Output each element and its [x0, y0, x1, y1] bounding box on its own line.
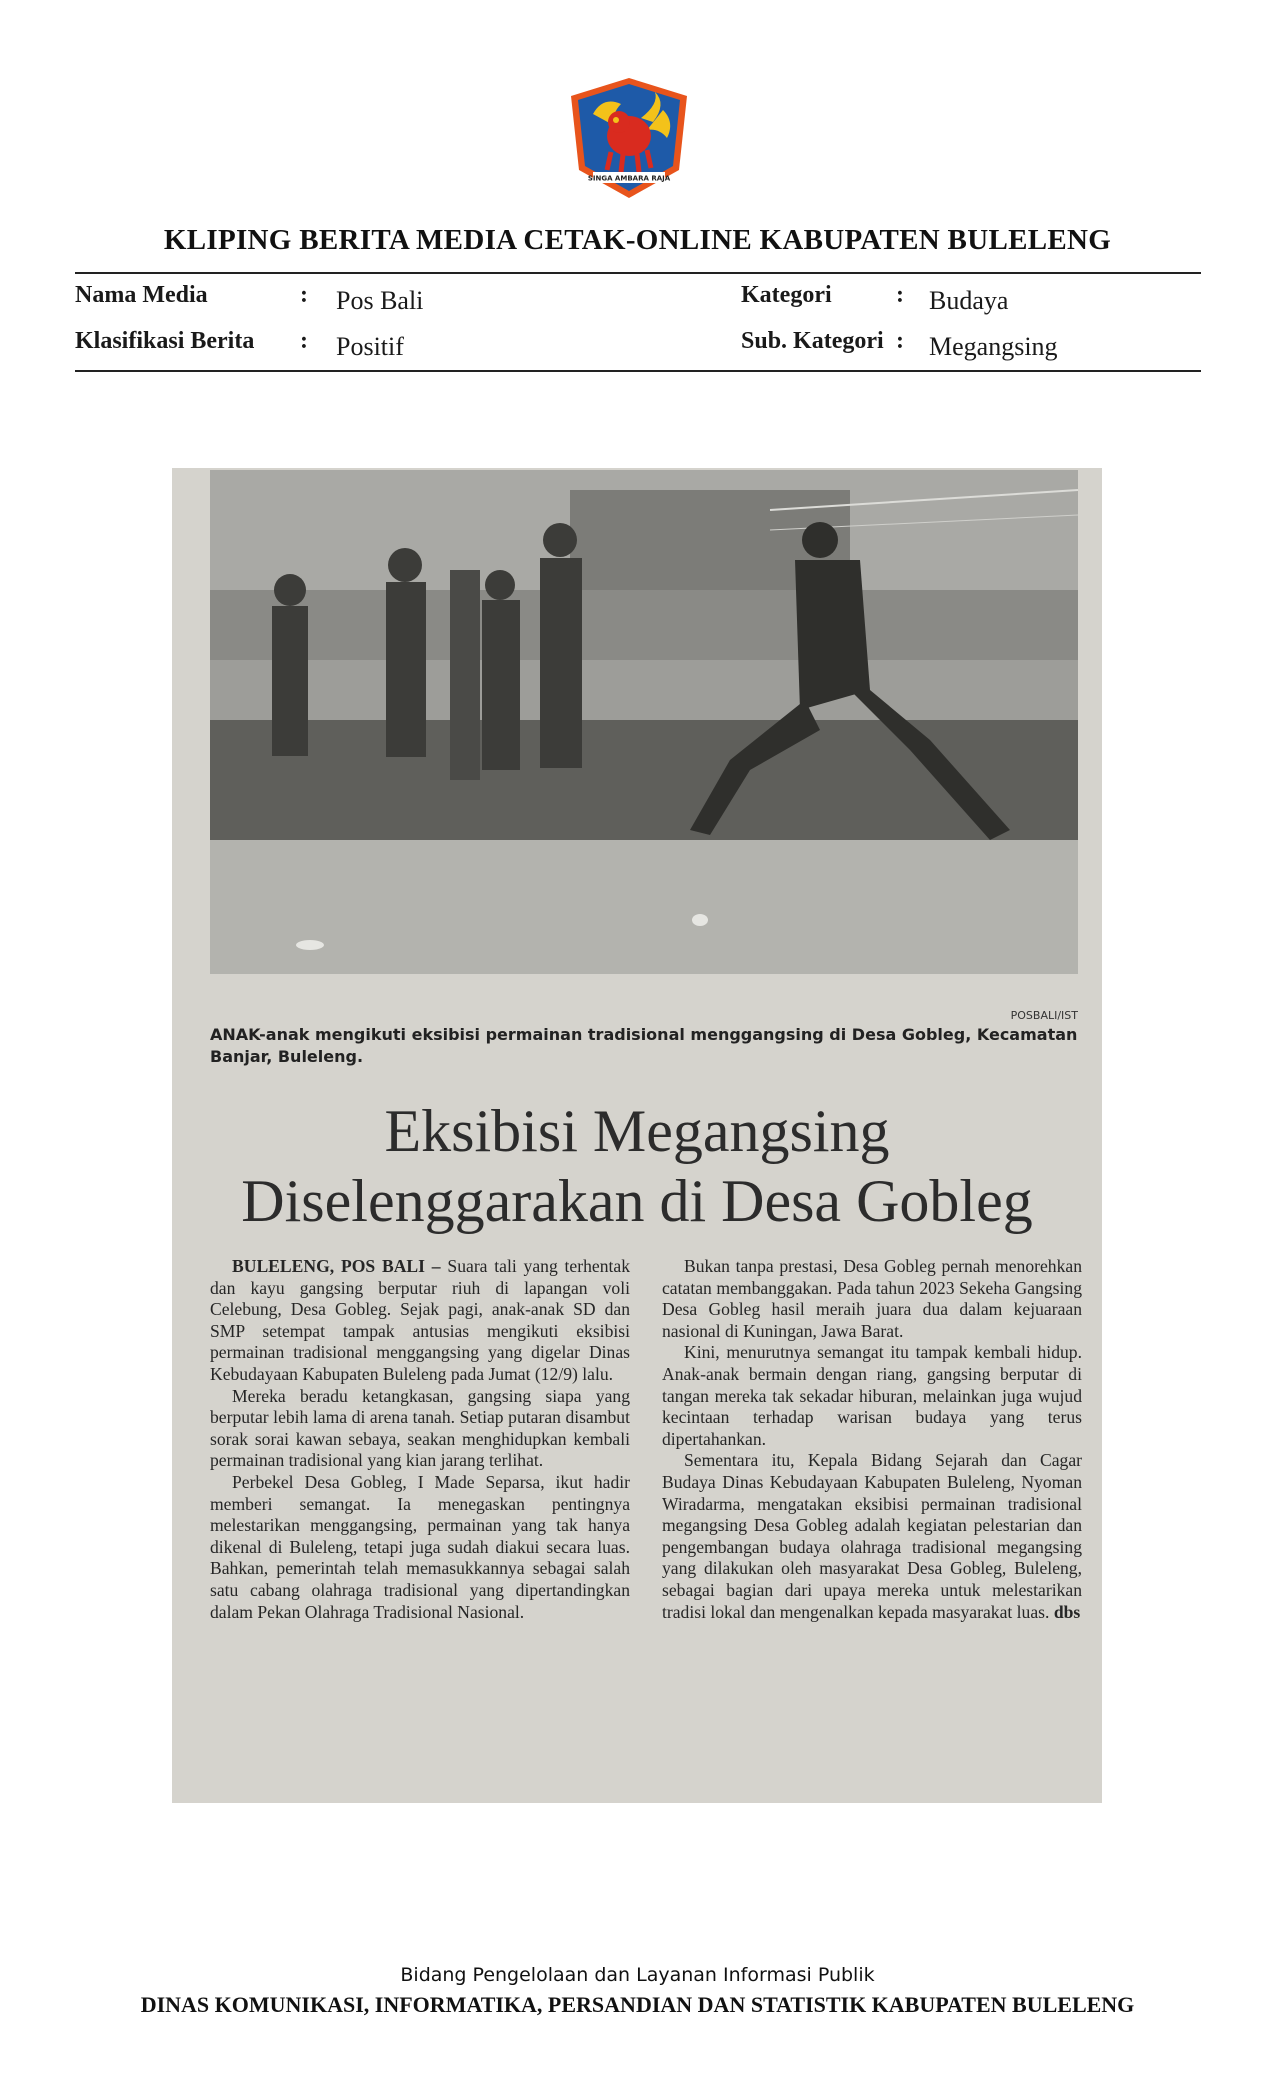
- photo-credit: POSBALI/IST: [1010, 1009, 1078, 1022]
- logo-motto: SINGA AMBARA RAJA: [587, 174, 671, 183]
- sub-kategori-label: Sub. Kategori: [741, 328, 884, 354]
- paragraph-text: Suara tali yang terhentak dan kayu gangsing berputar riuh di lapangan voli Celebung, Desa Gobleg. Sejak pagi, anak-anak SD dan SMP setempat tampak antusias mengikuti eksibisi permainan tradisional menggangsing yang digelar Dinas Kebudayaan Kabupaten Buleleng pada Jumat (12/9) lalu.: [210, 1256, 630, 1384]
- nama-media-label: Nama Media: [75, 282, 208, 308]
- nama-media-value: Pos Bali: [336, 286, 424, 315]
- article-paragraph: Perbekel Desa Gobleg, I Made Separsa, ikut hadir memberi semangat. Ia menegaskan pentingnya melestarikan menggangsing, permainan yang tak hanya dikenal di Buleleng, tetapi juga sudah diakui secara luas. Bahkan, pemerintah telah memasukkannya sebagai salah satu cabang olahraga tradisional yang dipertandingkan dalam Pekan Olahraga Tradisional Nasional.: [210, 1471, 630, 1622]
- document-title: KLIPING BERITA MEDIA CETAK-ONLINE KABUPATEN BULELENG: [163, 224, 1112, 256]
- article-photo: [210, 470, 1078, 974]
- klasifikasi-colon: :: [300, 328, 308, 354]
- photo-caption: ANAK-anak mengikuti eksibisi permainan tradisional menggangsing di Desa Gobleg, Kecamatan Banjar, Buleleng.: [210, 1025, 1078, 1066]
- newspaper-clipping: [172, 468, 1102, 1803]
- author-signoff: dbs: [1053, 1601, 1081, 1622]
- dateline: BULELENG, POS BALI –: [232, 1256, 441, 1276]
- article-headline: [172, 1096, 1102, 1236]
- buleleng-coat-of-arms-logo: [563, 74, 695, 202]
- article-column-2: [662, 1256, 1082, 1623]
- footer-agency: DINAS KOMUNIKASI, INFORMATIKA, PERSANDIAN DAN STATISTIK KABUPATEN BULELENG: [140, 1992, 1135, 2017]
- headline-line-2: Diselenggarakan di Desa Gobleg: [241, 1168, 1033, 1234]
- nama-media-colon: :: [300, 282, 308, 308]
- article-column-1: [210, 1256, 630, 1623]
- kategori-value: Budaya: [929, 286, 1009, 315]
- headline-line-1: Eksibisi Megangsing: [384, 1098, 890, 1164]
- paragraph-text: Sementara itu, Kepala Bidang Sejarah dan Cagar Budaya Dinas Kebudayaan Kabupaten Buleleng, Nyoman Wiradarma, mengatakan eksibisi permainan tradisional megangsing Desa Gobleg adalah kegiatan pelestarian dan pengembangan budaya olahraga tradisional megangsing yang dilakukan oleh masyarakat Desa Gobleg, Buleleng, sebagai bagian dari upaya mereka untuk melestarikan tradisi lokal dan mengenalkan kepada masyarakat luas.: [662, 1450, 1082, 1622]
- article-paragraph: [210, 1256, 630, 1386]
- article-paragraph: Kini, menurutnya semangat itu tampak kembali hidup. Anak-anak bermain dengan riang, gangsing berputar di tangan mereka tak sekadar hiburan, melainkan juga wujud kecintaan terhadap warisan budaya yang terus dipertahankan.: [662, 1342, 1082, 1449]
- sub-kategori-colon: :: [896, 328, 904, 354]
- header-top-rule: [75, 272, 1201, 274]
- article-paragraph: Mereka beradu ketangkasan, gangsing siapa yang berputar lebih lama di arena tanah. Setiap putaran disambut sorak sorai kawan sebaya, seakan menghidupkan kembali permainan tradisional yang kian jarang terlihat.: [210, 1385, 630, 1471]
- footer-unit: Bidang Pengelolaan dan Layanan Informasi Publik: [400, 1964, 875, 1986]
- article-paragraph: [662, 1450, 1082, 1623]
- klasifikasi-label: Klasifikasi Berita: [75, 328, 255, 354]
- kategori-label: Kategori: [741, 282, 832, 308]
- sub-kategori-value: Megangsing: [929, 332, 1058, 361]
- header-bottom-rule: [75, 370, 1201, 372]
- kategori-colon: :: [896, 282, 904, 308]
- klasifikasi-value: Positif: [336, 332, 404, 361]
- article-paragraph: Bukan tanpa prestasi, Desa Gobleg pernah menorehkan catatan membanggakan. Pada tahun 2023 Sekeha Gangsing Desa Gobleg hasil meraih juara dua dalam kejuaraan nasional di Kuningan, Jawa Barat.: [662, 1256, 1082, 1341]
